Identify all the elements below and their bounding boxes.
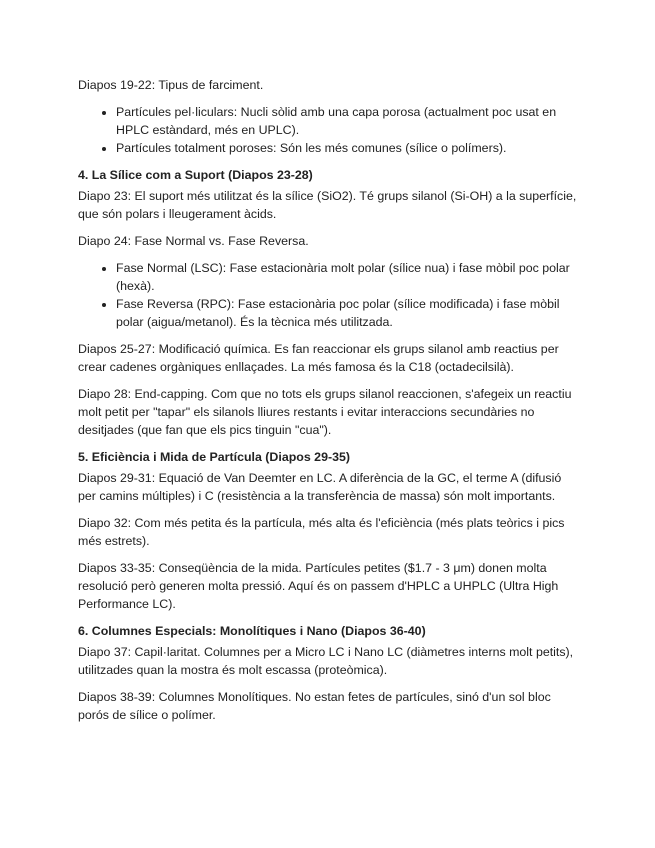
paragraph: Diapos 25-27: Modificació química. Es fan reaccionar els grups silanol amb reactius per crear cadenes orgàniques enllaçades. La més famosa és la C18 (octadecilsilà). <box>78 342 559 374</box>
section4-bullet-list <box>78 259 578 331</box>
section-heading-6: 6. Columnes Especials: Monolítiques i Nano (Diapos 36-40) <box>78 624 426 638</box>
paragraph: Diapo 28: End-capping. Com que no tots els grups silanol reaccionen, s'afegeix un reactiu molt petit per "tapar" els silanols lliures restants i evitar interaccions secundàries no desitjades (que fan que els pics tinguin "cua"). <box>78 387 572 437</box>
list-item: • Fase Normal (LSC): Fase estacionària molt polar (sílice nua) i fase mòbil poc polar (hexà). <box>116 259 578 295</box>
paragraph: Diapos 29-31: Equació de Van Deemter en LC. A diferència de la GC, el terme A (difusió per camins múltiples) i C (resistència a la transferència de massa) són molt importants. <box>78 471 562 503</box>
paragraph: Diapos 38-39: Columnes Monolítiques. No estan fetes de partícules, sinó d'un sol bloc porós de sílice o polímer. <box>78 690 551 722</box>
paragraph: Diapo 37: Capil·laritat. Columnes per a Micro LC i Nano LC (diàmetres interns molt petits), utilitzades quan la mostra és molt escassa (proteòmica). <box>78 645 574 677</box>
intro-bullet-list <box>78 103 578 157</box>
list-item: • Partícules totalment poroses: Són les més comunes (sílice o polímers). <box>116 139 578 157</box>
paragraph: Diapo 24: Fase Normal vs. Fase Reversa. <box>78 234 309 248</box>
section-heading-4: 4. La Sílice com a Suport (Diapos 23-28) <box>78 168 313 182</box>
list-item: • Fase Reversa (RPC): Fase estacionària poc polar (sílice modificada) i fase mòbil polar (aigua/metanol). És la tècnica més utilitzada. <box>116 295 578 331</box>
section-heading-5: 5. Eficiència i Mida de Partícula (Diapos 29-35) <box>78 450 351 464</box>
paragraph: Diapos 33-35: Conseqüència de la mida. Partícules petites ($1.7 - 3 μm) donen molta resolució però generen molta pressió. Aquí és on passem d'HPLC a UHPLC (Ultra High Performance LC). <box>78 561 559 611</box>
document-page <box>78 76 578 733</box>
paragraph: Diapo 32: Com més petita és la partícula, més alta és l'eficiència (més plats teòrics i pics més estrets). <box>78 516 565 548</box>
paragraph: Diapo 23: El suport més utilitzat és la sílice (SiO2). Té grups silanol (Si-OH) a la superfície, que són polars i lleugerament àcids. <box>78 189 577 221</box>
intro-paragraph: Diapos 19-22: Tipus de farciment. <box>78 78 264 92</box>
list-item: • Partícules pel·liculars: Nucli sòlid amb una capa porosa (actualment poc usat en HPLC estàndard, més en UPLC). <box>116 103 578 139</box>
